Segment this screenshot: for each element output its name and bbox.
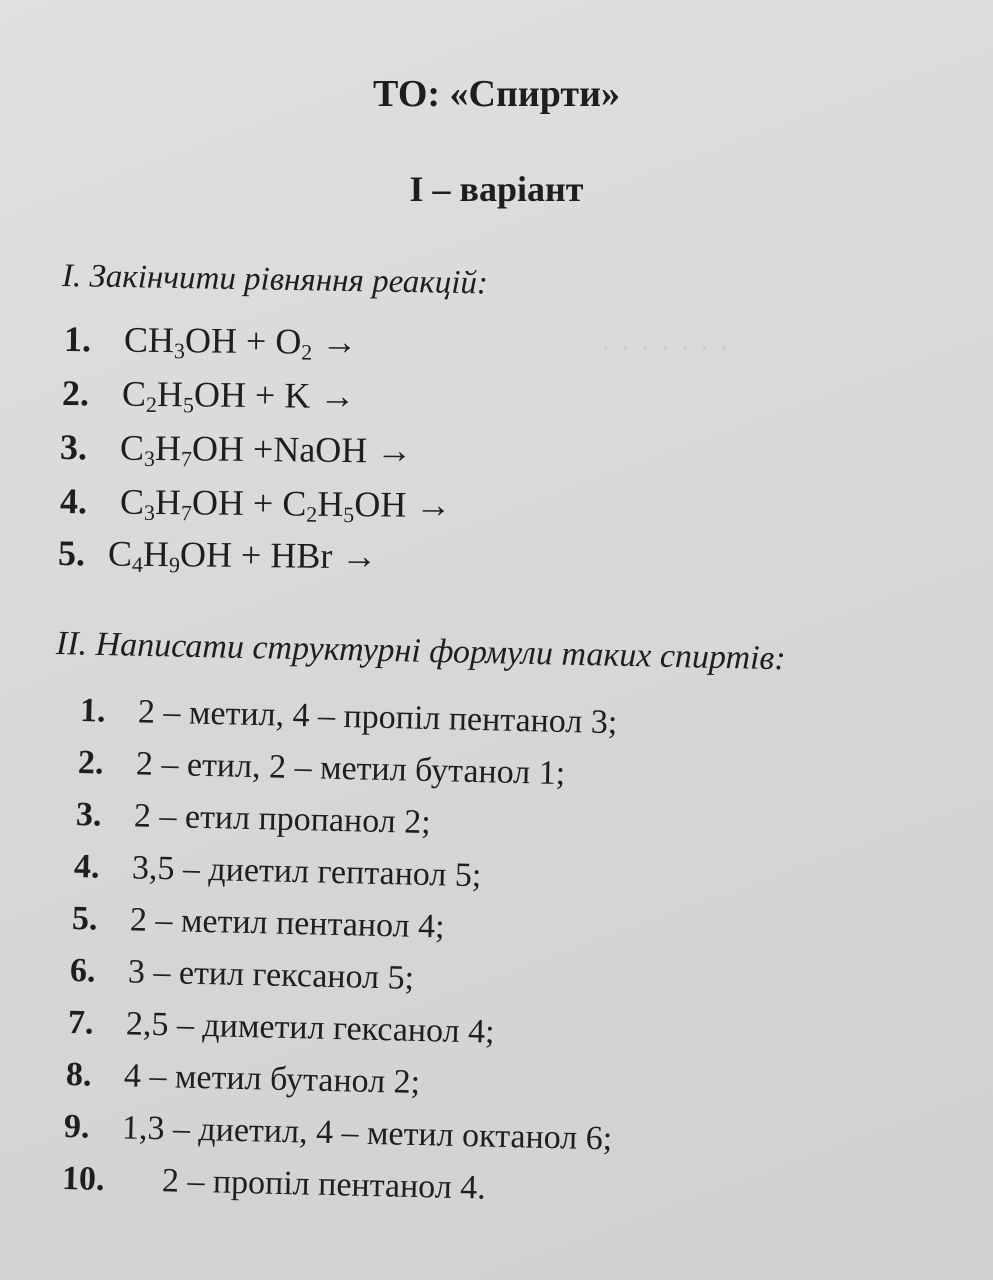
- equation-formula: [119, 481, 452, 528]
- alcohol-item-2: [78, 744, 566, 793]
- formula-text: C: [119, 481, 145, 522]
- formula-text: H: [154, 427, 182, 469]
- bleed-through-text: · · · · · · ·: [600, 330, 731, 367]
- item-number: 5.: [71, 900, 98, 938]
- subscript: 7: [180, 500, 193, 526]
- item-text: 3 – етил гексанол 5;: [127, 953, 415, 997]
- equation-5: [58, 532, 378, 580]
- formula-text: CH: [123, 319, 175, 361]
- alcohol-item-3: [76, 796, 432, 842]
- document-title: ТО: «Спирти»: [373, 73, 620, 115]
- item-text: 2 – метил, 4 – пропіл пентанол 3;: [137, 693, 618, 742]
- section-2-heading: II. Написати структурні формули таких спиртів:: [55, 625, 787, 678]
- item-number: 8.: [65, 1056, 92, 1094]
- equation-1: [64, 318, 358, 366]
- formula-text: H: [154, 481, 182, 523]
- item-text: 2 – етил, 2 – метил бутанол 1;: [135, 745, 566, 793]
- section-1-heading: I. Закінчити рівняння реакцій:: [61, 258, 489, 302]
- formula-text: H: [156, 373, 184, 415]
- item-text: 4 – метил бутанол 2;: [123, 1057, 421, 1102]
- formula-text: OH +NaOH →: [191, 428, 413, 471]
- equation-number: 3.: [59, 427, 88, 468]
- alcohol-item-6: [70, 952, 415, 998]
- formula-text: OH →: [354, 484, 452, 526]
- formula-text: C: [121, 373, 147, 414]
- variant-heading: I – варіант: [409, 169, 584, 209]
- formula-text: H: [142, 533, 170, 575]
- equation-formula: [123, 319, 358, 365]
- item-number: 4.: [73, 848, 100, 886]
- formula-text: C: [107, 533, 133, 574]
- formula-text: C: [119, 427, 145, 468]
- equation-formula: [108, 534, 378, 577]
- equation-number: 4.: [59, 481, 88, 522]
- subscript: 5: [182, 392, 195, 418]
- subscript: 7: [180, 446, 193, 472]
- item-text: 2 – пропіл пентанол 4.: [161, 1162, 487, 1207]
- equation-2: [62, 372, 356, 420]
- item-number: 7.: [67, 1004, 94, 1042]
- equation-number: 2.: [61, 373, 90, 414]
- formula-text: OH + HBr →: [179, 534, 378, 577]
- subscript: 4: [131, 551, 144, 577]
- item-number: 3.: [75, 796, 102, 834]
- item-text: 1,3 – диетил, 4 – метил октанол 6;: [121, 1109, 613, 1158]
- item-number: 9.: [63, 1108, 90, 1146]
- formula-text: OH + O: [184, 320, 302, 362]
- formula-text: OH + C: [191, 482, 307, 524]
- subscript: 2: [145, 391, 158, 417]
- item-number: 2.: [77, 744, 104, 782]
- formula-text: H: [317, 483, 344, 524]
- item-text: 2 – метил пентанол 4;: [129, 901, 445, 946]
- subscript: 2: [301, 339, 313, 365]
- subscript: 3: [143, 445, 156, 471]
- item-text: 2 – етил пропанол 2;: [133, 797, 432, 842]
- alcohol-item-9: [64, 1108, 613, 1158]
- item-text: 2,5 – диметил гексанол 4;: [125, 1005, 495, 1051]
- subscript: 5: [343, 501, 355, 528]
- alcohol-item-4: [74, 848, 482, 895]
- equation-number: 1.: [63, 319, 92, 360]
- alcohol-item-1: [80, 692, 618, 742]
- formula-text: →: [312, 321, 358, 363]
- equation-4: [60, 480, 452, 529]
- item-number: 6.: [69, 952, 96, 990]
- formula-text: OH + K →: [193, 374, 356, 417]
- alcohol-item-8: [66, 1056, 421, 1102]
- subscript: 3: [173, 338, 186, 364]
- alcohol-item-10: [62, 1160, 487, 1208]
- alcohol-item-7: [68, 1004, 495, 1052]
- alcohol-item-5: [72, 900, 445, 946]
- item-number: 1.: [79, 692, 106, 730]
- equation-formula: [120, 428, 413, 471]
- subscript: 3: [143, 499, 156, 525]
- subscript: 9: [168, 552, 181, 578]
- item-text: 3,5 – диетил гептанол 5;: [131, 849, 482, 895]
- equation-number: 5.: [57, 533, 86, 574]
- subscript: 2: [306, 501, 318, 527]
- equation-3: [60, 426, 413, 475]
- item-number: 10.: [61, 1160, 105, 1198]
- equation-formula: [122, 374, 356, 416]
